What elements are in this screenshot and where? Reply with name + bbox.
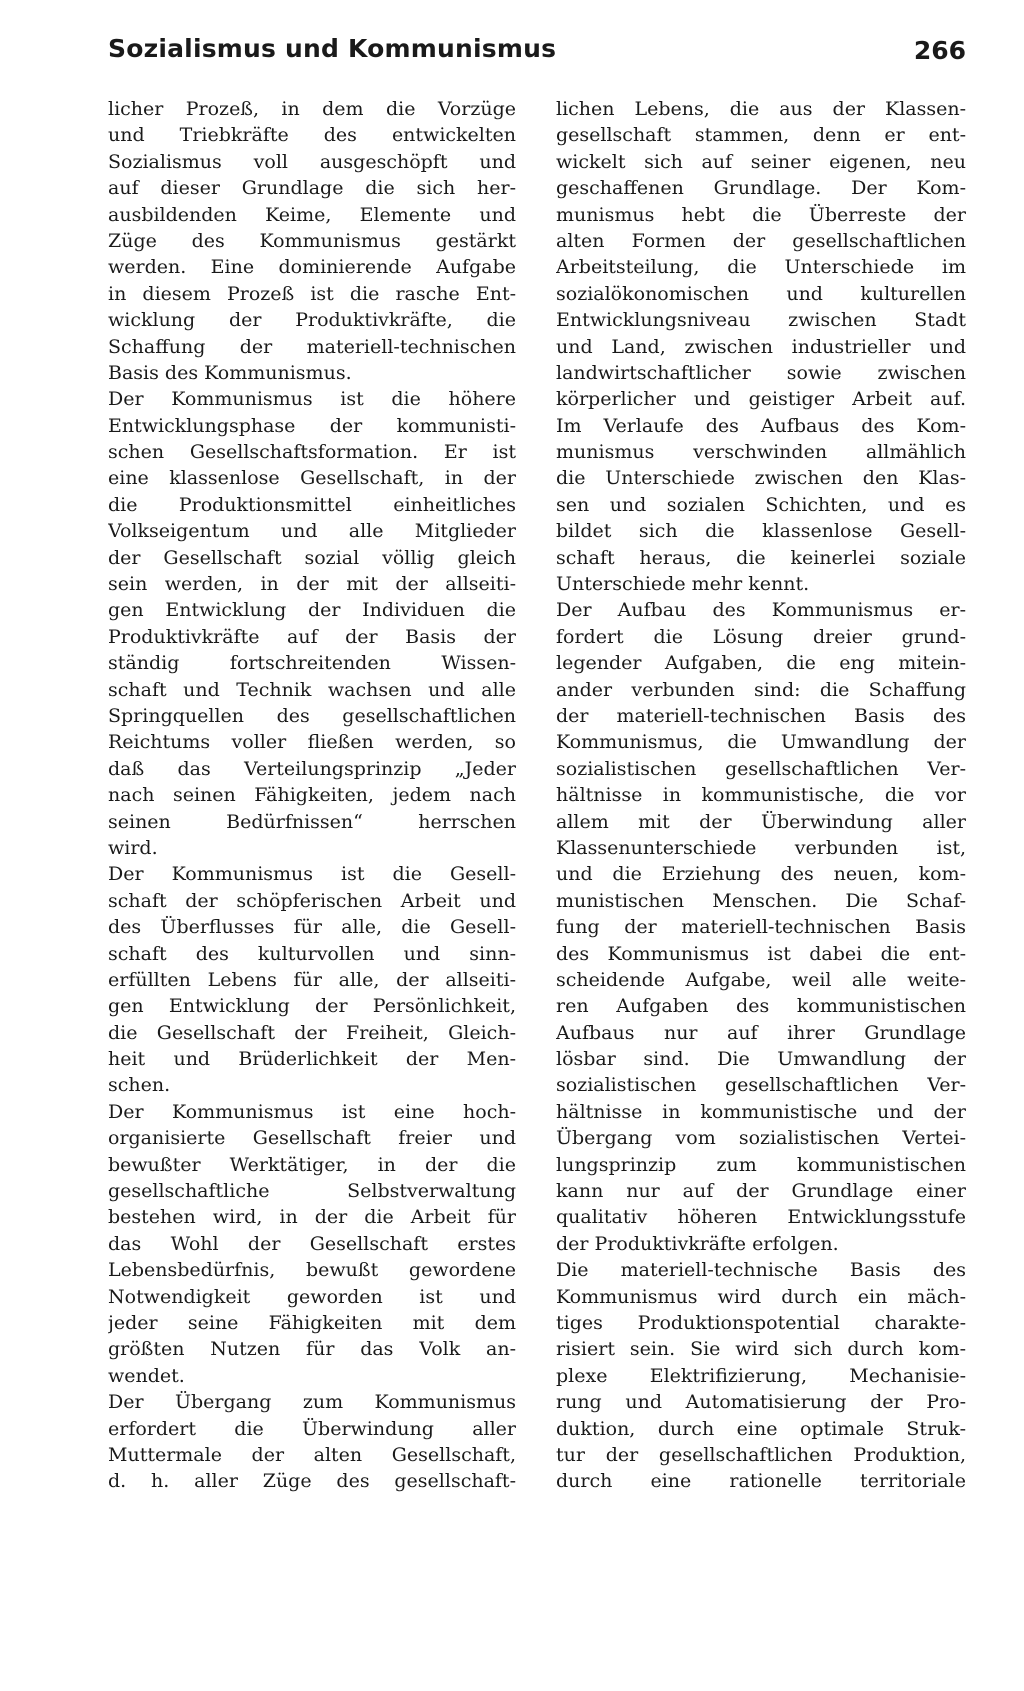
- text-line: der Gesellschaft sozial völlig gleich: [108, 546, 516, 569]
- text-line: Kommunismus, die Umwandlung der: [556, 731, 966, 754]
- text-line: legender Aufgaben, die eng mitein-: [556, 652, 966, 675]
- paragraph: [556, 1257, 966, 1495]
- text-line: ständig fortschreitenden Wissen-: [108, 652, 516, 675]
- text-line: Entwicklungsniveau zwischen Stadt: [556, 309, 966, 332]
- text-line: jeder seine Fähigkeiten mit dem: [108, 1311, 516, 1334]
- text-line: sen und sozialen Schichten, und es: [556, 493, 966, 516]
- text-line: bildet sich die klassenlose Gesell-: [556, 520, 966, 543]
- text-line: durch eine rationelle territoriale: [556, 1470, 966, 1493]
- text-line: ren Aufgaben des kommunistischen: [556, 995, 966, 1018]
- text-line: munismus hebt die Überreste der: [556, 203, 966, 226]
- text-line: Basis des Kommunismus.: [108, 361, 352, 384]
- text-line: Notwendigkeit geworden ist und: [108, 1285, 516, 1308]
- text-line: Übergang vom sozialistischen Vertei-: [556, 1127, 966, 1150]
- left-text-column: [108, 96, 516, 1495]
- text-line: bestehen wird, in der die Arbeit für: [108, 1206, 516, 1229]
- text-line: hältnisse in kommunistische und der: [556, 1100, 966, 1123]
- paragraph: [108, 96, 516, 386]
- text-line: schen Gesellschaftsformation. Er ist: [108, 441, 516, 464]
- text-line: der materiell-technischen Basis des: [556, 704, 966, 727]
- text-line: in diesem Prozeß ist die rasche Ent-: [108, 282, 516, 305]
- text-line: Klassenunterschiede verbunden ist,: [556, 836, 966, 859]
- text-line: rung und Automatisierung der Pro-: [556, 1391, 966, 1414]
- paragraph: [556, 597, 966, 1257]
- text-line: wird.: [108, 836, 158, 859]
- text-line: Springquellen des gesellschaftlichen: [108, 704, 516, 727]
- text-line: schaft und Technik wachsen und alle: [108, 678, 516, 701]
- text-line: qualitativ höheren Entwicklungsstufe: [556, 1206, 966, 1229]
- text-line: gen Entwicklung der Individuen die: [108, 599, 516, 622]
- text-line: kann nur auf der Grundlage einer: [556, 1180, 966, 1203]
- text-line: Unterschiede mehr kennt.: [556, 573, 810, 596]
- text-line: sozialistischen gesellschaftlichen Ver-: [556, 1074, 966, 1097]
- text-line: plexe Elektrifizierung, Mechanisie-: [556, 1364, 966, 1387]
- paragraph: [108, 861, 516, 1099]
- text-line: seinen Bedürfnissen“ herrschen: [108, 810, 516, 833]
- text-line: Muttermale der alten Gesellschaft,: [108, 1443, 516, 1466]
- text-line: Schaffung der materiell-technischen: [108, 335, 516, 358]
- text-line: Im Verlaufe des Aufbaus des Kom-: [556, 414, 966, 437]
- right-text-column: [556, 96, 966, 1495]
- text-line: gen Entwicklung der Persönlichkeit,: [108, 995, 516, 1018]
- text-line: erfüllten Lebens für alle, der allseiti-: [108, 968, 516, 991]
- text-line: eine klassenlose Gesellschaft, in der: [108, 467, 516, 490]
- text-line: risiert sein. Sie wird sich durch kom-: [556, 1338, 966, 1361]
- text-line: schaft der schöpferischen Arbeit und: [108, 889, 516, 912]
- text-line: d. h. aller Züge des gesellschaft-: [108, 1470, 516, 1493]
- paragraph: [556, 96, 966, 597]
- text-line: lungsprinzip zum kommunistischen: [556, 1153, 966, 1176]
- text-line: lösbar sind. Die Umwandlung der: [556, 1048, 966, 1071]
- text-line: fung der materiell-technischen Basis: [556, 916, 966, 939]
- text-line: Sozialismus voll ausgeschöpft und: [108, 150, 516, 173]
- text-line: lichen Lebens, die aus der Klassen-: [556, 98, 966, 120]
- text-line: munismus verschwinden allmählich: [556, 441, 966, 464]
- text-line: und Triebkräfte des entwickelten: [108, 124, 516, 147]
- text-line: geschaffenen Grundlage. Der Kom-: [556, 177, 966, 200]
- running-title: Sozialismus und Kommunismus: [108, 34, 557, 63]
- text-line: hältnisse in kommunistische, die vor: [556, 784, 966, 807]
- text-line: wicklung der Produktivkräfte, die: [108, 309, 516, 332]
- text-line: tiges Produktionspotential charakte-: [556, 1311, 966, 1334]
- text-line: wickelt sich auf seiner eigenen, neu: [556, 150, 966, 173]
- text-line: Entwicklungsphase der kommunisti-: [108, 414, 516, 437]
- text-line: Der Aufbau des Kommunismus er-: [556, 599, 966, 622]
- text-line: bewußter Werktätiger, in der die: [108, 1153, 516, 1176]
- text-line: größten Nutzen für das Volk an-: [108, 1338, 516, 1361]
- text-line: ander verbunden sind: die Schaffung: [556, 678, 966, 701]
- text-line: die Unterschiede zwischen den Klas-: [556, 467, 966, 490]
- text-line: schaft des kulturvollen und sinn-: [108, 942, 516, 965]
- text-line: Produktivkräfte auf der Basis der: [108, 625, 516, 648]
- text-line: daß das Verteilungsprinzip „Jeder: [108, 757, 516, 780]
- text-line: Der Übergang zum Kommunismus: [108, 1391, 516, 1414]
- text-line: fordert die Lösung dreier grund-: [556, 625, 966, 648]
- text-line: erfordert die Überwindung aller: [108, 1417, 516, 1440]
- text-line: allem mit der Überwindung aller: [556, 810, 966, 833]
- text-line: Der Kommunismus ist die höhere: [108, 388, 516, 411]
- text-line: Die materiell-technische Basis des: [556, 1259, 966, 1282]
- text-line: des Kommunismus ist dabei die ent-: [556, 942, 966, 965]
- text-line: tur der gesellschaftlichen Produktion,: [556, 1443, 966, 1466]
- text-line: und Land, zwischen industrieller und: [556, 335, 966, 358]
- text-line: Der Kommunismus ist eine hoch-: [108, 1100, 516, 1123]
- text-line: sozialistischen gesellschaftlichen Ver-: [556, 757, 966, 780]
- text-line: scheidende Aufgabe, weil alle weite-: [556, 968, 966, 991]
- text-line: Kommunismus wird durch ein mäch-: [556, 1285, 966, 1308]
- text-line: körperlicher und geistiger Arbeit auf.: [556, 388, 966, 411]
- text-line: munistischen Menschen. Die Schaf-: [556, 889, 966, 912]
- paragraph: [108, 386, 516, 861]
- paragraph: [108, 1389, 516, 1495]
- paragraph: [108, 1099, 516, 1389]
- text-line: sein werden, in der mit der allseiti-: [108, 573, 516, 596]
- text-line: gesellschaft stammen, denn er ent-: [556, 124, 966, 147]
- text-line: schen.: [108, 1074, 171, 1097]
- text-line: auf dieser Grundlage die sich her-: [108, 177, 516, 200]
- text-line: wendet.: [108, 1364, 185, 1387]
- text-line: schaft heraus, die keinerlei soziale: [556, 546, 966, 569]
- text-line: nach seinen Fähigkeiten, jedem nach: [108, 784, 516, 807]
- text-line: Der Kommunismus ist die Gesell-: [108, 863, 516, 886]
- text-line: werden. Eine dominierende Aufgabe: [108, 256, 516, 279]
- text-line: die Gesellschaft der Freiheit, Gleich-: [108, 1021, 516, 1044]
- text-line: organisierte Gesellschaft freier und: [108, 1127, 516, 1150]
- page-number: 266: [913, 36, 966, 65]
- text-line: Reichtums voller fließen werden, so: [108, 731, 516, 754]
- text-line: gesellschaftliche Selbstverwaltung: [108, 1180, 516, 1203]
- text-line: Züge des Kommunismus gestärkt: [108, 229, 516, 252]
- text-line: der Produktivkräfte erfolgen.: [556, 1232, 839, 1255]
- text-line: Volkseigentum und alle Mitglieder: [108, 520, 516, 543]
- text-line: Arbeitsteilung, die Unterschiede im: [556, 256, 966, 279]
- text-line: duktion, durch eine optimale Struk-: [556, 1417, 966, 1440]
- text-line: und die Erziehung des neuen, kom-: [556, 863, 966, 886]
- text-line: licher Prozeß, in dem die Vorzüge: [108, 98, 516, 120]
- text-line: Aufbaus nur auf ihrer Grundlage: [556, 1021, 966, 1044]
- text-line: alten Formen der gesellschaftlichen: [556, 229, 966, 252]
- text-line: landwirtschaftlicher sowie zwischen: [556, 361, 966, 384]
- text-line: sozialökonomischen und kulturellen: [556, 282, 966, 305]
- text-line: das Wohl der Gesellschaft erstes: [108, 1232, 516, 1255]
- text-line: Lebensbedürfnis, bewußt gewordene: [108, 1259, 516, 1282]
- text-line: des Überflusses für alle, die Gesell-: [108, 916, 516, 939]
- text-line: die Produktionsmittel einheitliches: [108, 493, 516, 516]
- text-line: ausbildenden Keime, Elemente und: [108, 203, 516, 226]
- text-line: heit und Brüderlichkeit der Men-: [108, 1048, 516, 1071]
